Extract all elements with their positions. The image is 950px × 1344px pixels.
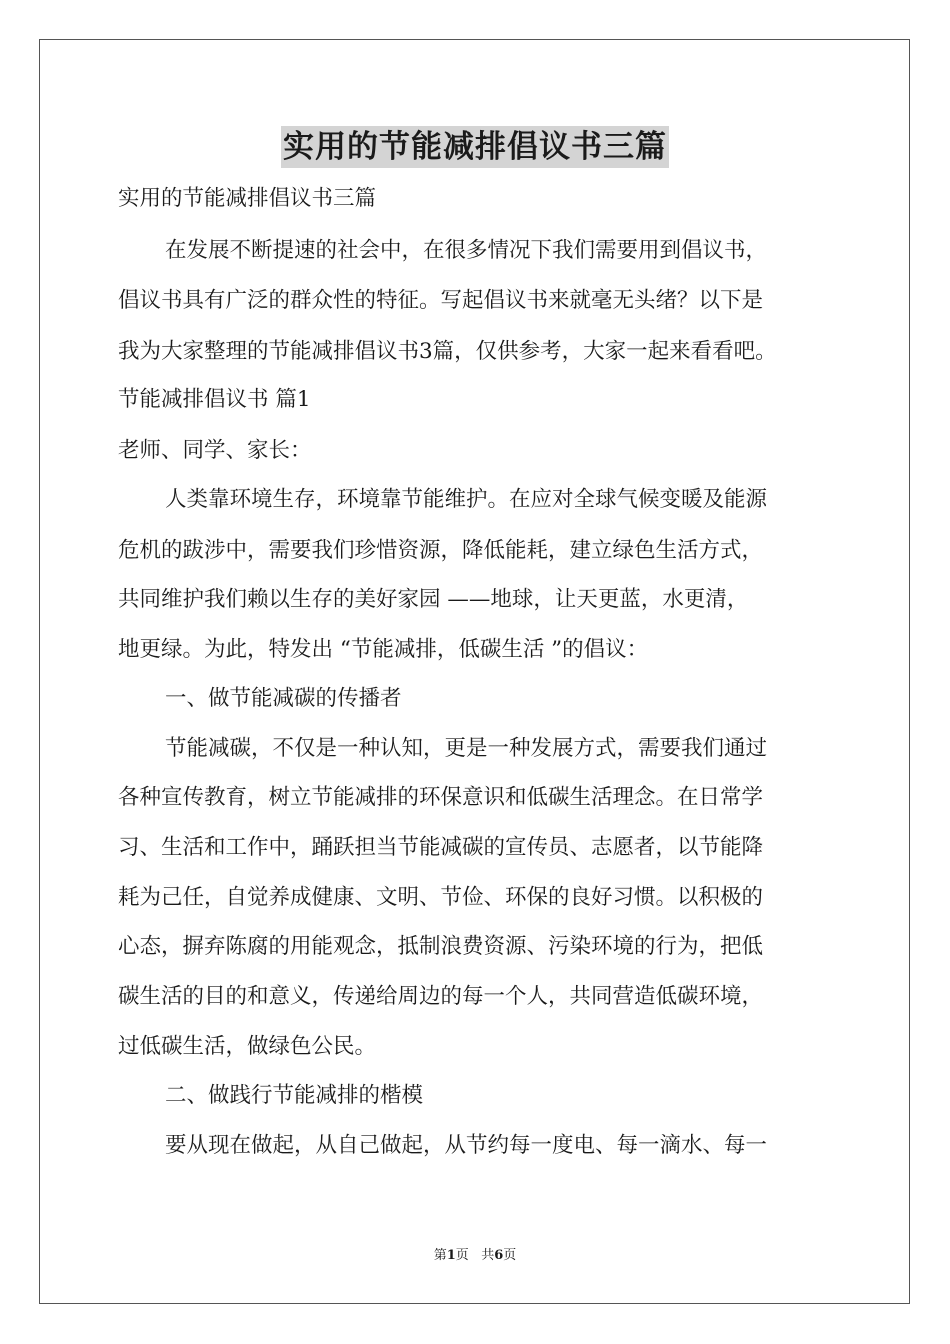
paragraph-line: 心态，摒弃陈腐的用能观念，抵制浪费资源、污染环境的行为，把低 <box>118 934 764 959</box>
title-container <box>0 126 950 168</box>
page-border <box>39 39 910 1304</box>
page-number: 1 <box>446 1248 456 1263</box>
total-prefix: 共 <box>481 1248 495 1263</box>
paragraph-line: 耗为己任，自觉养成健康、文明、节俭、环保的良好习惯。以积极的 <box>118 885 764 910</box>
paragraph-line: 我为大家整理的节能减排倡议书3篇，仅供参考，大家一起来看看吧。 <box>118 339 777 364</box>
paragraph-line: 危机的跋涉中，需要我们珍惜资源，降低能耗，建立绿色生活方式， <box>118 538 764 563</box>
subsection-heading: 一、做节能减碳的传播者 <box>165 686 402 711</box>
paragraph-line: 各种宣传教育，树立节能减排的环保意识和低碳生活理念。在日常学 <box>118 785 764 810</box>
paragraph-line: 要从现在做起，从自己做起，从节约每一度电、每一滴水、每一 <box>165 1133 768 1158</box>
paragraph-line: 共同维护我们赖以生存的美好家园 ——地球，让天更蓝，水更清， <box>118 587 749 612</box>
section-heading: 节能减排倡议书 篇1 <box>118 387 311 412</box>
subsection-heading: 二、做践行节能减排的楷模 <box>165 1083 424 1108</box>
total-pages: 6 <box>494 1248 504 1263</box>
total-suffix: 页 <box>503 1248 517 1263</box>
document-title: 实用的节能减排倡议书三篇 <box>281 126 669 168</box>
paragraph-line: 碳生活的目的和意义，传递给周边的每一个人，共同营造低碳环境， <box>118 984 764 1009</box>
paragraph-line: 节能减碳，不仅是一种认知，更是一种发展方式，需要我们通过 <box>165 736 768 761</box>
paragraph-line: 习、生活和工作中，踊跃担当节能减碳的宣传员、志愿者，以节能降 <box>118 835 764 860</box>
paragraph-line: 在发展不断提速的社会中，在很多情况下我们需要用到倡议书， <box>165 238 768 263</box>
page-suffix: 页 <box>455 1248 469 1263</box>
page-prefix: 第 <box>433 1248 447 1263</box>
subtitle-line: 实用的节能减排倡议书三篇 <box>118 186 377 211</box>
salutation: 老师、同学、家长： <box>118 438 312 463</box>
paragraph-line: 过低碳生活，做绿色公民。 <box>118 1034 377 1059</box>
page-footer <box>0 1247 950 1265</box>
paragraph-line: 地更绿。为此，特发出 “节能减排，低碳生活 ”的倡议： <box>118 637 649 662</box>
paragraph-line: 倡议书具有广泛的群众性的特征。写起倡议书来就毫无头绪？以下是 <box>118 288 764 313</box>
paragraph-line: 人类靠环境生存，环境靠节能维护。在应对全球气候变暖及能源 <box>165 487 768 512</box>
